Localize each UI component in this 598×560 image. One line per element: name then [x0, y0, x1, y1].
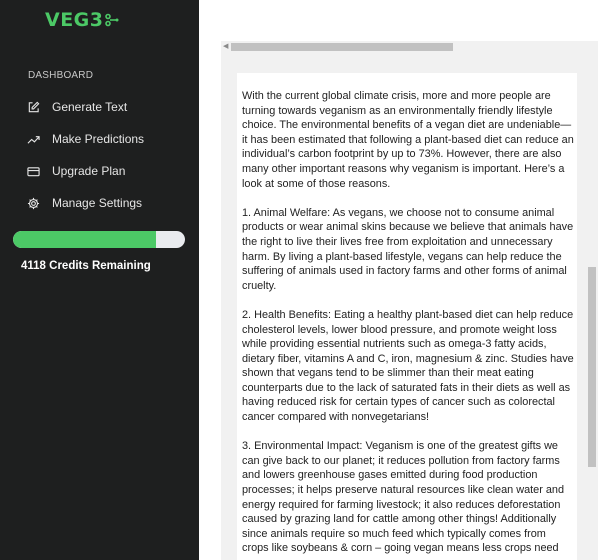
- content-area: [221, 53, 598, 560]
- sidebar: [0, 0, 199, 560]
- section-label-dashboard: DASHBOARD: [28, 70, 94, 81]
- logo[interactable]: [45, 8, 119, 32]
- gear-icon: [26, 196, 40, 210]
- credits-progress-bar: [13, 231, 185, 248]
- edit-icon: [26, 100, 40, 114]
- nav-item-label: Manage Settings: [52, 196, 143, 210]
- credits-progress-fill: [13, 231, 156, 248]
- nav-item-upgrade-plan[interactable]: [26, 161, 125, 181]
- nav-item-label: Upgrade Plan: [52, 164, 126, 178]
- nav-item-label: Generate Text: [52, 100, 128, 114]
- credits-remaining: 4118 Credits Remaining: [21, 260, 151, 272]
- generated-text[interactable]: [242, 89, 575, 560]
- vertical-scroll-thumb[interactable]: [588, 267, 596, 467]
- nav-item-make-predictions[interactable]: [26, 129, 144, 149]
- paragraph: With the current global climate crisis, more and more people are turning towards veganism as an environmentally friendly lifestyle choice. The environmental benefits of a vegan diet are undeniable—it has been estimated that following a plant-based diet can reduce an individual’s carbon footprint by up to 73%. However, there are also many other important reasons why veganism is important. Here’s a look at some of those reasons.: [242, 90, 574, 190]
- paragraph: 2. Health Benefits: Eating a healthy plant-based diet can help reduce cholesterol levels, lower blood pressure, and promote weight loss while providing essential nutrients such as omega-3 fatty acids, dietary fiber, vitamins A and C, iron, magnesium & zinc. Studies have shown that vegans tend to be slimmer than their meat eating counterparts due to the lack of saturated fats in their diets as well as having reduced risk for certain types of cancer such as colorectal cancer compared with nonvegetarians!: [242, 308, 574, 424]
- logo-circuit-icon: [105, 13, 119, 27]
- scroll-left-arrow-icon[interactable]: ◀: [223, 43, 229, 50]
- paragraph: 3. Environmental Impact: Veganism is one of the greatest gifts we can give back to our planet; it reduces pollution from factory farms and lowers greenhouse gases emitted during food production processes; it helps preserve natural resources like clean water and energy required for farming livestock; it also reduces deforestation caused by grazing land for cattle among other things! Additionally since animals require so much feed which typically comes from crops like soybeans & corn – going vegan means less crops need: [242, 440, 565, 555]
- nav-item-generate-text[interactable]: [26, 97, 127, 117]
- main-panel: [199, 0, 598, 560]
- top-bar: [199, 0, 598, 41]
- trending-up-icon: [26, 132, 40, 146]
- horizontal-scrollbar[interactable]: [221, 41, 598, 53]
- nav-item-label: Make Predictions: [52, 132, 145, 146]
- generated-text-card: [237, 73, 577, 560]
- vertical-scrollbar[interactable]: [586, 53, 598, 560]
- nav-item-manage-settings[interactable]: [26, 193, 142, 213]
- logo-text: VEG3: [45, 9, 104, 31]
- credit-card-icon: [26, 164, 40, 178]
- horizontal-scroll-thumb[interactable]: [231, 43, 453, 51]
- paragraph: 1. Animal Welfare: As vegans, we choose not to consume animal products or wear animal skins because we believe that animals have the right to live their lives free from exploitation and unnecessary harm. By living a plant-based lifestyle, vegans can help reduce the suffering of animals used in factory farms and other forms of animal cruelty.: [242, 206, 574, 292]
